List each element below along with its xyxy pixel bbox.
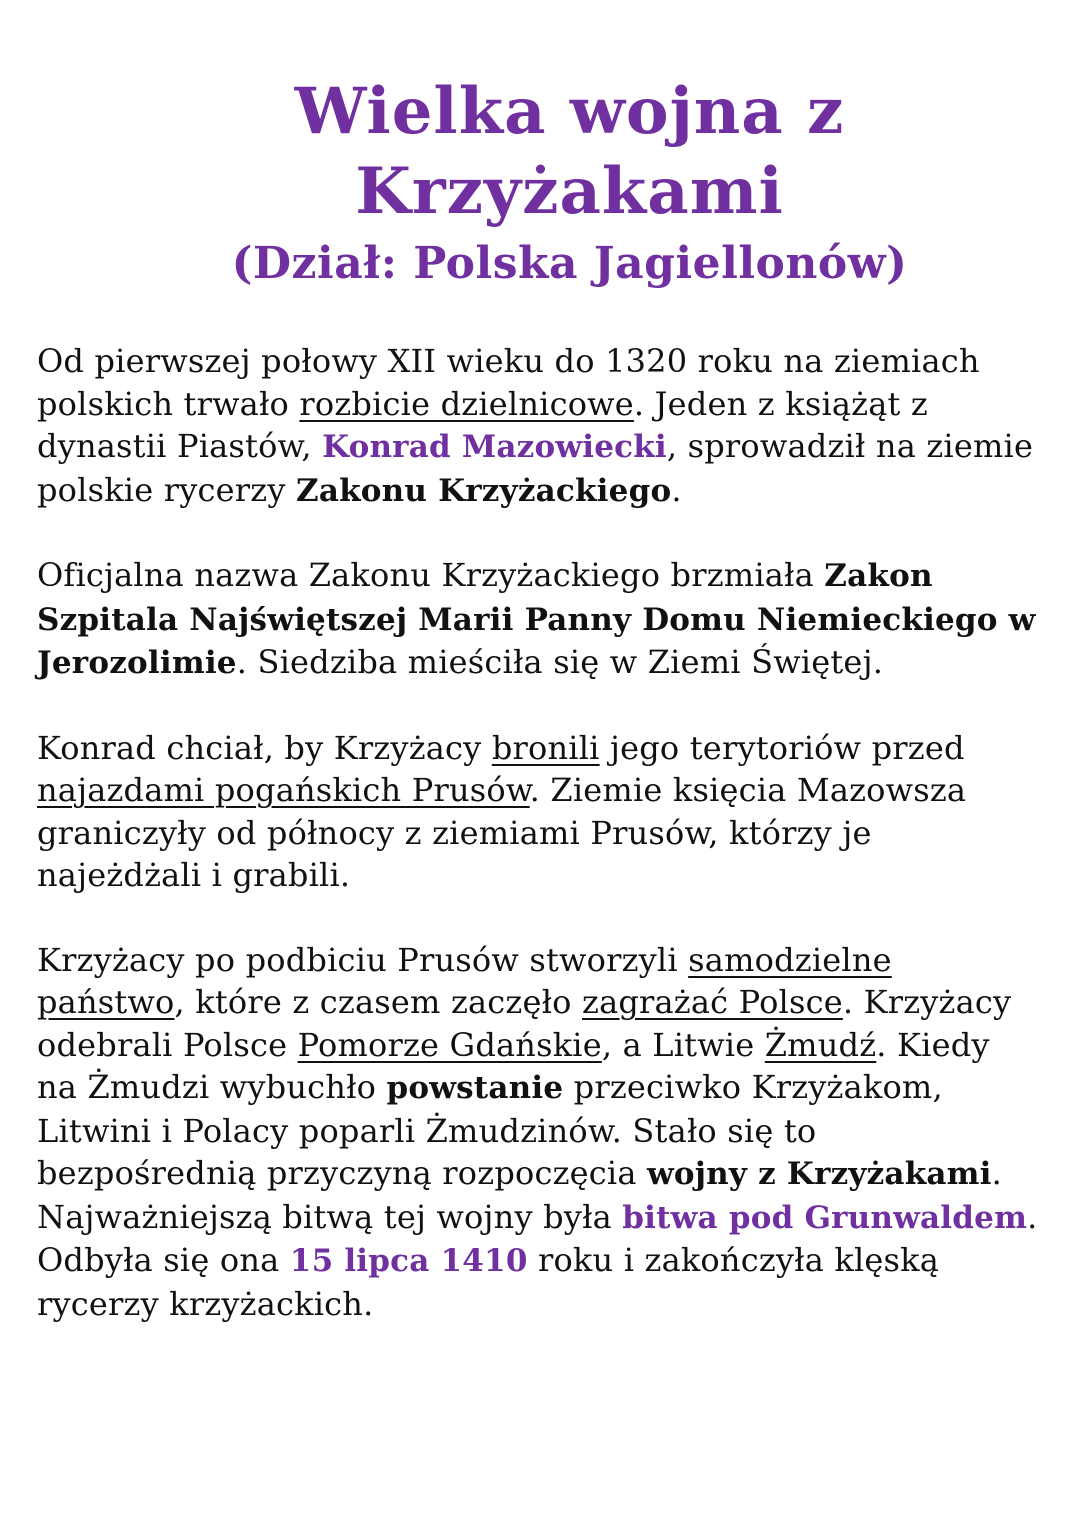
title-line-2: Krzyżakami [355,154,784,229]
document-body [37,340,1038,1325]
bold-term: Zakon Szpitala Najświętszej Marii Panny Domu Niemieckiego w Jerozolimie [37,558,1036,681]
paragraph-1 [37,340,1038,512]
underlined-term: zagrażać Polsce [582,983,843,1021]
underlined-term: Żmudź [764,1025,877,1064]
text-run: Oficjalna nazwa Zakonu Krzyżackiego brzmiała [37,556,825,594]
text-run: . Siedziba mieściła się w Ziemi Świętej. [236,643,884,681]
text-run: . Jeden z książąt z dynastii Piastów, [37,384,928,465]
text-run: . Kiedy na Żmudzi wybuchło [37,1025,990,1106]
underlined-term: Pomorze Gdańskie [297,1025,602,1064]
underlined-term: samodzielne państwo [37,940,892,1021]
page-subtitle: (Dział: Polska Jagiellonów) [231,238,908,289]
bold-term: Zakonu Krzyżackiego [295,472,672,509]
text-run: jego terytoriów przed [599,728,965,767]
title-line-1: Wielka wojna z [294,74,845,149]
underlined-term: najazdami pogańskich Prusów [37,771,530,809]
page-title [37,72,1038,232]
text-run: , sprowadził na ziemie polskie rycerzy [37,427,1034,509]
text-run: Od pierwszej połowy XII wieku do 1320 roku na ziemiach polskich trwało [37,342,980,423]
paragraph-3 [37,727,1038,897]
text-run: Krzyżacy po podbiciu Prusów stworzyli [37,940,689,979]
paragraph-2 [37,554,1038,685]
paragraph-4 [37,939,1038,1326]
text-run: . [671,470,682,509]
bold-term: wojny z Krzyżakami [647,1156,992,1192]
text-run: , które z czasem zaczęło [174,983,583,1021]
underlined-term: rozbicie dzielnicowe [299,384,634,423]
text-run: roku i zakończyła klęską rycerzy krzyżackich. [37,1241,940,1323]
text-run: . Odbyła się ona [37,1197,1038,1279]
text-run: przeciwko Krzyżakom, Litwini i Polacy poparli Żmudzinów. Stało się to bezpośrednią przyczyną rozpoczęcia [37,1068,943,1192]
bold-term: powstanie [386,1070,564,1106]
text-run: . Ziemie księcia Mazowsza graniczyły od północy z ziemiami Prusów, którzy je najeżdżali i grabili. [37,771,967,894]
highlighted-date: 15 lipca 1410 [289,1243,528,1279]
text-run: Konrad chciał, by Krzyżacy [37,728,492,767]
highlighted-battle: bitwa pod Grunwaldem [622,1199,1028,1236]
highlighted-name: Konrad Mazowiecki [322,429,667,465]
underlined-term: bronili [491,728,600,767]
text-run: . Krzyżacy odebrali Polsce [37,983,1012,1064]
text-run: . Najważniejszą bitwą tej wojny była [37,1154,1003,1236]
text-run: , a Litwie [601,1025,765,1064]
